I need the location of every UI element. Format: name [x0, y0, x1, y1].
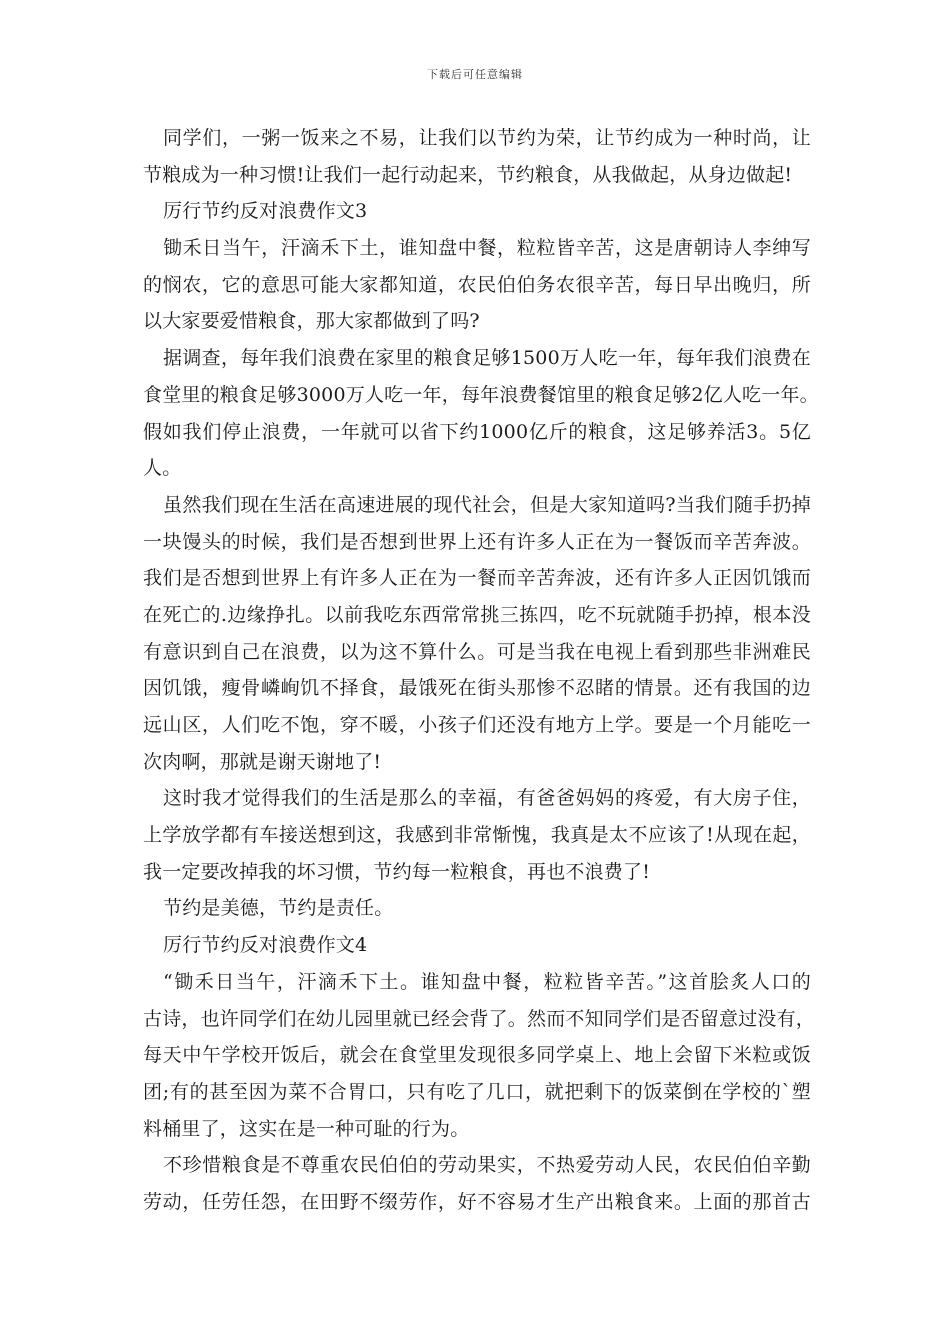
- text-line: 厉行节约反对浪费作文4: [163, 934, 368, 957]
- document-body: [143, 120, 819, 1221]
- text-line: 假如我们停止浪费，一年就可以省下约1000亿斤的粮食，这足够养活3。5亿: [143, 420, 811, 443]
- text-line: “锄禾日当午，汗滴禾下土。谁知盘中餐，粒粒皆辛苦。”这首脍炙人口的: [163, 970, 811, 993]
- text-line: 我一定要改掉我的坏习惯，节约每一粒粮食，再也不浪费了!: [143, 860, 651, 883]
- text-line: 因饥饿，瘦骨嶙峋饥不择食，最饿死在街头那惨不忍睹的情景。还有我国的边: [143, 677, 811, 700]
- text-line: 次肉啊，那就是谢天谢地了!: [143, 750, 382, 773]
- text-line: 的悯农，它的意思可能大家都知道，农民伯伯务农很辛苦，每日早出晚归，所: [143, 273, 811, 296]
- text-line: 节约是美德，节约是责任。: [163, 897, 394, 920]
- text-line: 虽然我们现在生活在高速进展的现代社会，但是大家知道吗?当我们随手扔掉: [163, 493, 811, 516]
- text-line: 不珍惜粮食是不尊重农民伯伯的劳动果实，不热爱劳动人民，农民伯伯辛勤: [163, 1154, 811, 1177]
- text-line: 锄禾日当午，汗滴禾下土，谁知盘中餐，粒粒皆辛苦，这是唐朝诗人李绅写: [163, 237, 811, 260]
- text-line: 以大家要爱惜粮食，那大家都做到了吗?: [143, 310, 480, 333]
- text-line: 古诗，也许同学们在幼儿园里就已经会背了。然而不知同学们是否留意过没有，: [143, 1007, 816, 1030]
- text-line: 一块馒头的时候，我们是否想到世界上还有许多人正在为一餐饭而辛苦奔波。: [143, 530, 811, 553]
- text-line: 团;有的甚至因为菜不合胃口，只有吃了几口，就把剩下的饭菜倒在学校的`塑: [143, 1080, 811, 1103]
- text-line: 料桶里了，这实在是一种可耻的行为。: [143, 1117, 470, 1140]
- text-line: 同学们，一粥一饭来之不易，让我们以节约为荣，让节约成为一种时尚，让: [163, 127, 811, 149]
- text-line: 每天中午学校开饭后，就会在食堂里发现很多同学桌上、地上会留下米粒或饭: [143, 1044, 811, 1067]
- header-note: 下载后可任意编辑: [427, 68, 523, 81]
- text-line: 节粮成为一种习惯!让我们一起行动起来，节约粮食，从我做起，从身边做起!: [143, 163, 793, 186]
- text-line: 劳动，任劳任怨，在田野不缀劳作，好不容易才生产出粮食来。上面的那首古: [143, 1190, 811, 1213]
- text-line: 据调查，每年我们浪费在家里的粮食足够1500万人吃一年，每年我们浪费在: [163, 347, 811, 370]
- text-line: 有意识到自己在浪费，以为这不算什么。可是当我在电视上看到那些非洲难民: [143, 640, 811, 663]
- text-line: 我们是否想到世界上有许多人正在为一餐而辛苦奔波，还有许多人正因饥饿而: [143, 567, 811, 590]
- text-line: 远山区，人们吃不饱，穿不暖，小孩子们还没有地方上学。要是一个月能吃一: [143, 714, 811, 736]
- text-line: 厉行节约反对浪费作文3: [163, 200, 368, 223]
- text-line: 这时我才觉得我们的生活是那么的幸福，有爸爸妈妈的疼爱，有大房子住，: [163, 787, 811, 810]
- text-line: 食堂里的粮食足够3000万人吃一年，每年浪费餐馆里的粮食足够2亿人吃一年。: [143, 383, 819, 406]
- text-line: 人。: [143, 457, 182, 480]
- text-line: 上学放学都有车接送想到这，我感到非常惭愧，我真是太不应该了!从现在起，: [143, 824, 811, 847]
- text-line: 在死亡的.边缘挣扎。以前我吃东西常常挑三拣四，吃不玩就随手扔掉，根本没: [143, 603, 811, 626]
